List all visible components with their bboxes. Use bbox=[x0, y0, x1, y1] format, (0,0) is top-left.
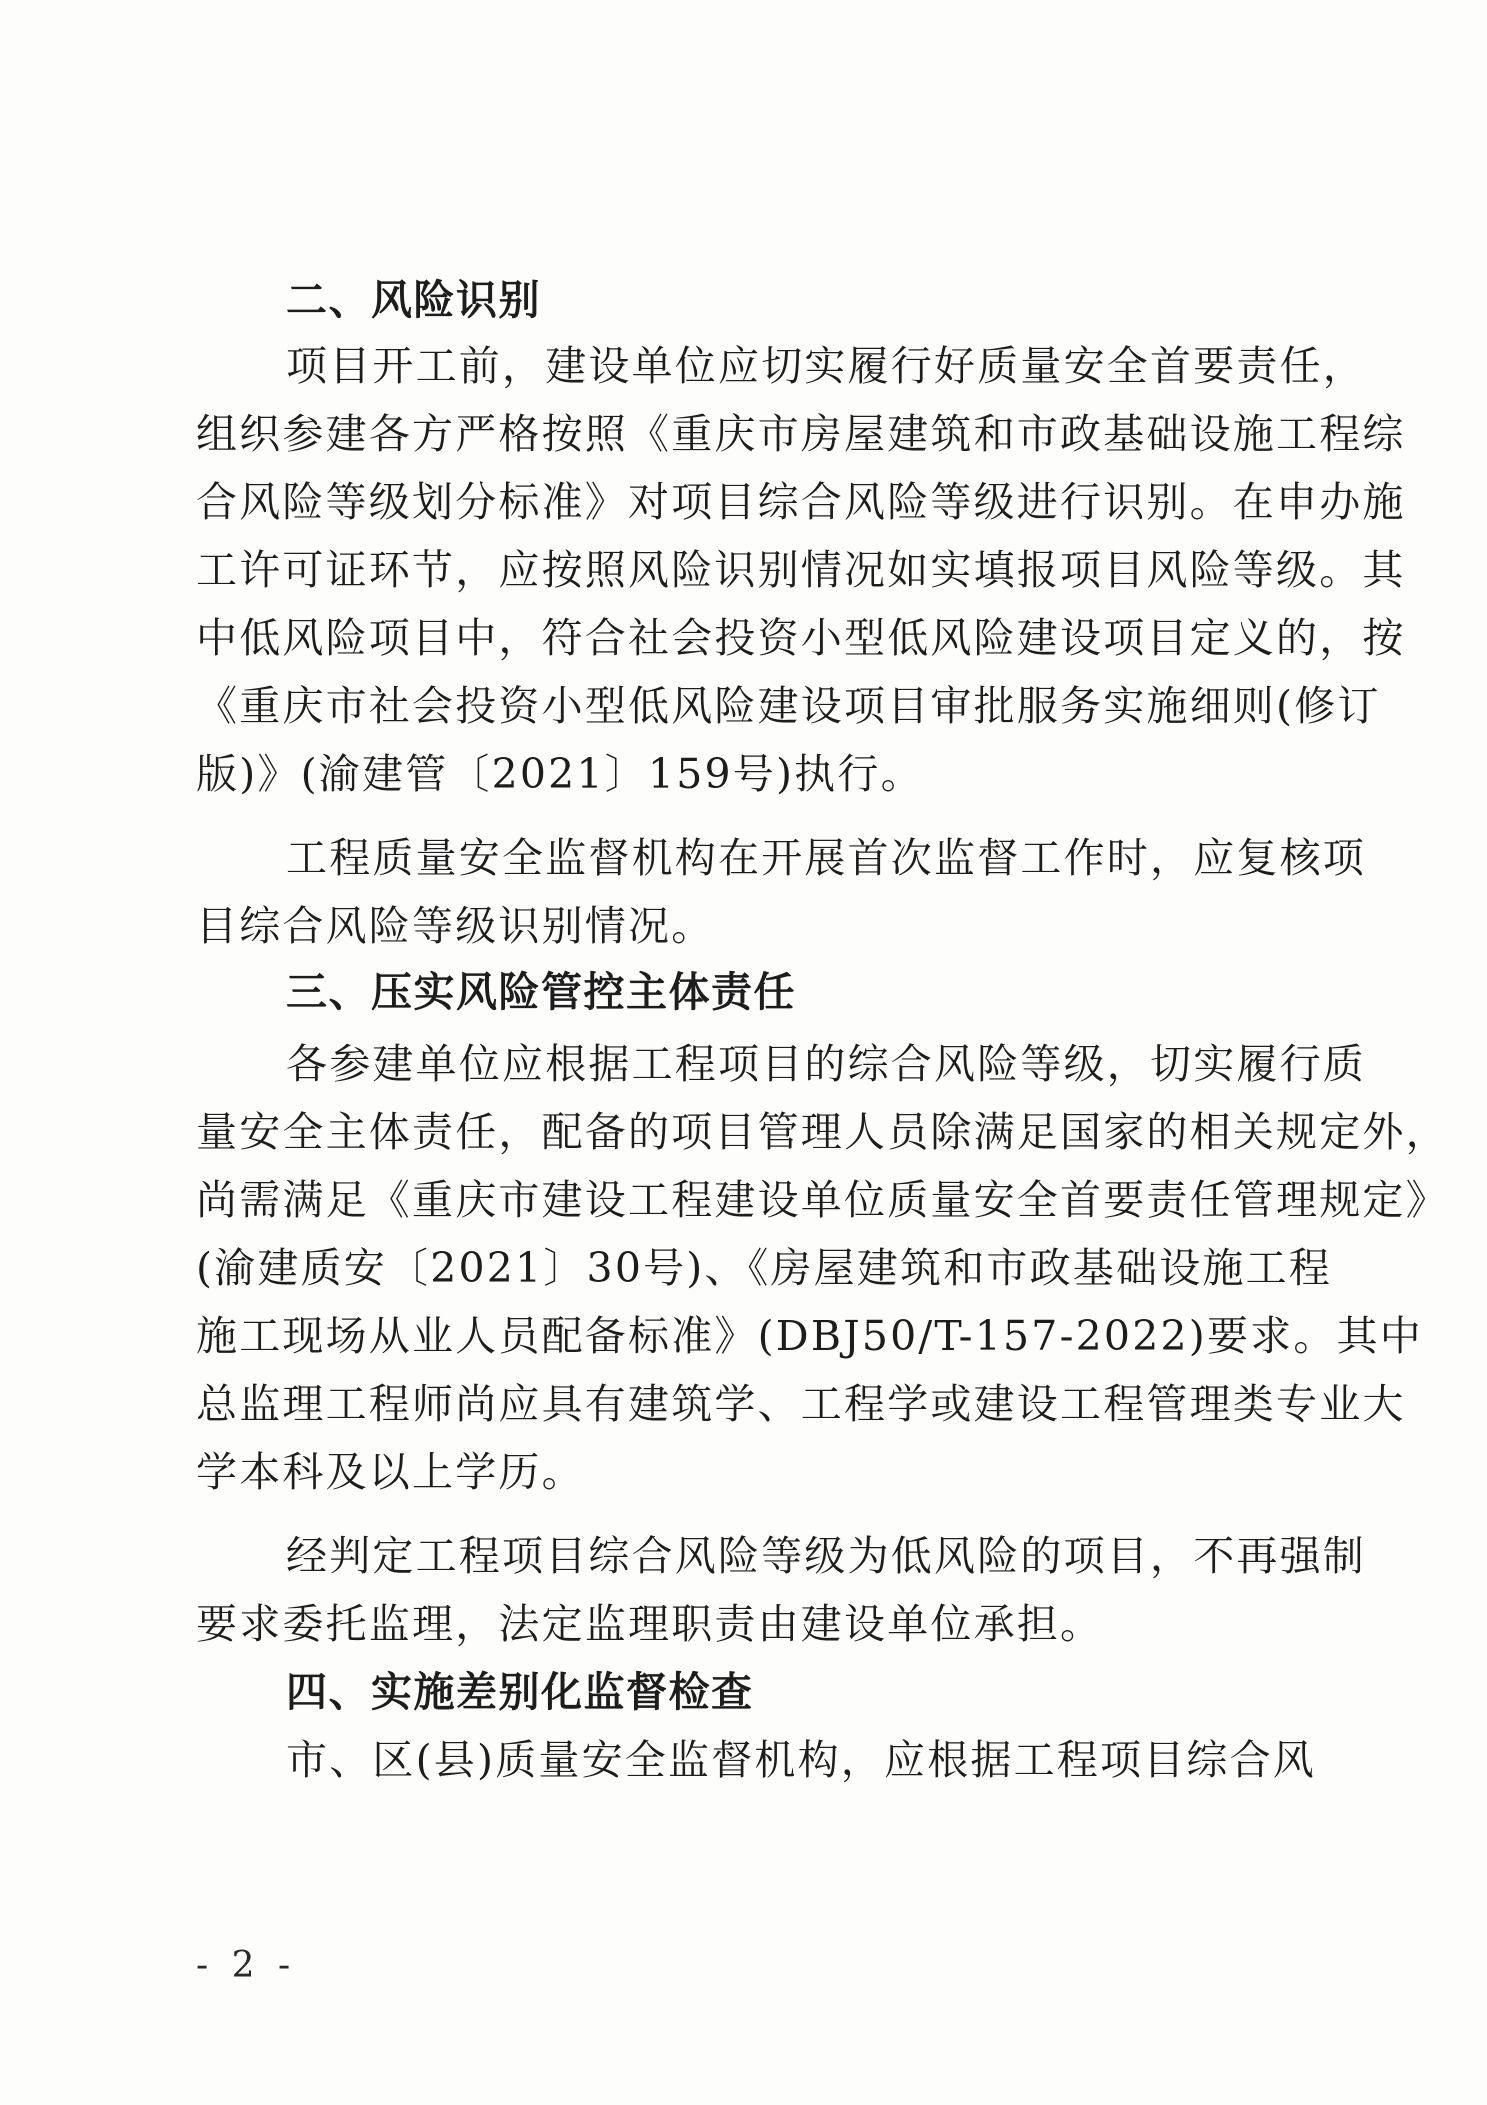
paragraph-line: 项目开工前，建设单位应切实履行好质量安全首要责任， bbox=[286, 342, 1366, 390]
paragraph-line: 各参建单位应根据工程项目的综合风险等级，切实履行质 bbox=[286, 1040, 1366, 1088]
section-heading-3: 三、压实风险管控主体责任 bbox=[286, 968, 796, 1016]
paragraph-line: 要求委托监理，法定监理职责由建设单位承担。 bbox=[196, 1600, 1104, 1648]
paragraph-line: 量安全主体责任，配备的项目管理人员除满足国家的相关规定外， bbox=[196, 1108, 1449, 1156]
paragraph-line: 组织参建各方严格按照《重庆市房屋建筑和市政基础设施工程综 bbox=[196, 410, 1406, 458]
section-heading-4: 四、实施差别化监督检查 bbox=[286, 1668, 754, 1716]
paragraph-line: 版)》(渝建管〔2021〕159号)执行。 bbox=[196, 750, 924, 798]
paragraph-line: (渝建质安〔2021〕30号)、《房屋建筑和市政基础设施工程 bbox=[196, 1244, 1333, 1292]
paragraph-line: 中低风险项目中，符合社会投资小型低风险建设项目定义的，按 bbox=[196, 614, 1406, 662]
paragraph-line: 施工现场从业人员配备标准》(DBJ50/T-157-2022)要求。其中 bbox=[196, 1312, 1423, 1360]
paragraph-line: 总监理工程师尚应具有建筑学、工程学或建设工程管理类专业大 bbox=[196, 1380, 1406, 1428]
paragraph-line: 经判定工程项目综合风险等级为低风险的项目，不再强制 bbox=[286, 1532, 1366, 1580]
paragraph-line: 学本科及以上学历。 bbox=[196, 1448, 585, 1496]
paragraph-line: 《重庆市社会投资小型低风险建设项目审批服务实施细则(修订 bbox=[196, 682, 1381, 730]
paragraph-line: 工许可证环节，应按照风险识别情况如实填报项目风险等级。其 bbox=[196, 546, 1406, 594]
section-heading-2: 二、风险识别 bbox=[286, 276, 541, 324]
paragraph-line: 目综合风险等级识别情况。 bbox=[196, 902, 715, 950]
paragraph-line: 市、区(县)质量安全监督机构，应根据工程项目综合风 bbox=[286, 1736, 1316, 1784]
page-number: - 2 - bbox=[196, 1945, 297, 1986]
paragraph-line: 合风险等级划分标准》对项目综合风险等级进行识别。在申办施 bbox=[196, 478, 1406, 526]
paragraph-line: 尚需满足《重庆市建设工程建设单位质量安全首要责任管理规定》 bbox=[196, 1176, 1449, 1224]
paragraph-line: 工程质量安全监督机构在开展首次监督工作时，应复核项 bbox=[286, 834, 1366, 882]
